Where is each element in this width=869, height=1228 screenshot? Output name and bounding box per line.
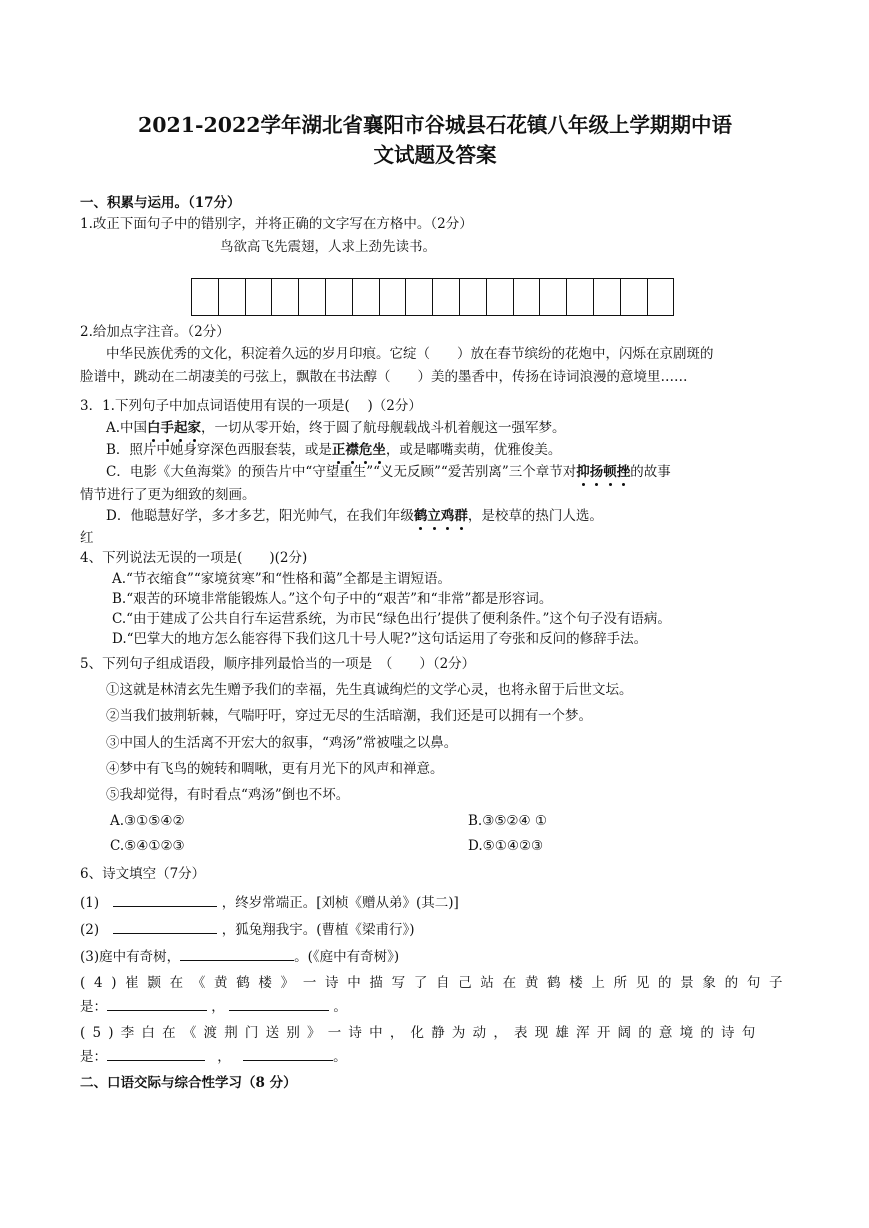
q3-option-a-post: ，一切从零开始，终于圆了航母舰载战斗机着舰这一强军梦。 xyxy=(201,420,566,436)
section-2-heading: 二、口语交际与综合性学习（8 分） xyxy=(80,1075,297,1091)
q6-item-5-blank-2[interactable] xyxy=(243,1046,333,1061)
q3-option-d xyxy=(106,506,603,526)
q3-option-b-pre: B．照片中她身穿深色西服套装，或是 xyxy=(106,442,332,458)
answer-grid-cell[interactable] xyxy=(567,279,594,315)
q6-item-3-blank[interactable] xyxy=(180,946,294,961)
q6-item-4-separator: ， xyxy=(211,999,225,1015)
q5-sentence-3: ③中国人的生活离不开宏大的叙事，“鸡汤”常被嗤之以鼻。 xyxy=(106,735,458,751)
q6-item-4-blank-2[interactable] xyxy=(229,996,329,1011)
answer-grid-cell[interactable] xyxy=(540,279,567,315)
q6-item-2-text: ，狐兔翔我宇。(曹植《梁甫行》) xyxy=(221,922,415,938)
answer-grid-cell[interactable] xyxy=(514,279,541,315)
q2-stem: 2.给加点字注音。（2分） xyxy=(80,324,230,340)
q6-item-3-pre: (3)庭中有奇树， xyxy=(80,949,181,965)
q3-option-c-pre: C．电影《大鱼海棠》的预告片中“守望重生”“义无反顾”“爱苦别离”三个章节对 xyxy=(106,464,577,480)
q6-item-3-post: 。(《庭中有奇树》) xyxy=(294,949,400,965)
q6-item-2 xyxy=(80,919,415,940)
q6-item-5-blank-1[interactable] xyxy=(107,1046,205,1061)
q2-paragraph-line-1: 中华民族优秀的文化，积淀着久远的岁月印痕。它绽（ ）放在春节缤纷的花炮中，闪烁在京剧斑的 xyxy=(106,346,714,362)
q6-item-5-line-2 xyxy=(80,1046,347,1067)
answer-grid-cell[interactable] xyxy=(326,279,353,315)
q4-option-b: B.“艰苦的环境非常能锻炼人。”这个句子中的“艰苦”和“非常”都是形容词。 xyxy=(112,591,553,607)
q6-item-5-separator: ， xyxy=(217,1049,231,1065)
title-line-1: 2021-2022学年湖北省襄阳市谷城县石花镇八年级上学期期中语 xyxy=(137,113,733,137)
answer-grid[interactable] xyxy=(191,278,674,316)
q6-item-5-prefix: 是： xyxy=(80,1049,107,1065)
q3-option-d-pre: D．他聪慧好学，多才多艺，阳光帅气，在我们年级 xyxy=(106,508,414,524)
answer-grid-cell[interactable] xyxy=(406,279,433,315)
q5-option-b: B.③⑤②④ ① xyxy=(468,813,548,829)
q5-sentence-1: ①这就是林清玄先生赠予我们的幸福，先生真诚绚烂的文学心灵，也将永留于后世文坛。 xyxy=(106,682,633,698)
q5-sentence-2: ②当我们披荆斩棘，气喘吁吁，穿过无尽的生活暗潮，我们还是可以拥有一个梦。 xyxy=(106,708,592,724)
q6-item-1 xyxy=(80,892,459,913)
q5-option-a: A.③①⑤④② xyxy=(110,813,185,829)
q6-item-4-blank-1[interactable] xyxy=(107,996,207,1011)
q4-option-a: A.“节衣缩食”“家境贫寒”和“性格和蔼”全都是主谓短语。 xyxy=(112,571,451,587)
q4-stem: 4、下列说法无误的一项是( )(2分) xyxy=(80,550,308,566)
q4-option-d: D.“巴掌大的地方怎么能容得下我们这几十号人呢?”这句话运用了夸张和反问的修辞手法。 xyxy=(112,631,648,647)
q3-option-b-emphasis: 正襟危坐 xyxy=(331,442,386,458)
q6-item-5-line-1: (5)李白在《渡荆门送别》一诗中，化静为动，表现雄浑开阔的意境的诗句 xyxy=(80,1025,763,1041)
q6-item-5-end: 。 xyxy=(333,1049,347,1065)
q4-option-c: C.“由于建成了公共自行车运营系统，为市民“绿色出行’提供了便利条件。”这个句子没有语病。 xyxy=(112,611,671,627)
answer-grid-cell[interactable] xyxy=(246,279,273,315)
answer-grid-cell[interactable] xyxy=(299,279,326,315)
q3-option-b-post: ，或是嘟嘴卖萌，优雅俊美。 xyxy=(385,442,562,458)
q3-stem: 3．1.下列句子中加点词语使用有误的一项是( )（2分） xyxy=(80,398,422,414)
q2-paragraph-line-2: 脸谱中，跳动在二胡凄美的弓弦上，飘散在书法醇（ ）美的墨香中，传扬在诗词浪漫的意境里…… xyxy=(80,369,688,385)
title-line-2: 文试题及答案 xyxy=(373,143,497,167)
answer-grid-cell[interactable] xyxy=(219,279,246,315)
answer-grid-cell[interactable] xyxy=(380,279,407,315)
answer-grid-cell[interactable] xyxy=(460,279,487,315)
q5-stem: 5、下列句子组成语段，顺序排列最恰当的一项是 （ ）（2分） xyxy=(80,656,476,672)
q6-item-4-end: 。 xyxy=(333,999,347,1015)
q3-option-a-pre: A.中国 xyxy=(106,420,148,436)
q5-option-d: D.⑤①④②③ xyxy=(468,838,544,854)
answer-grid-cell[interactable] xyxy=(621,279,648,315)
exam-title xyxy=(80,110,790,170)
q6-item-4-prefix: 是： xyxy=(80,999,107,1015)
q3-option-a xyxy=(106,418,566,438)
q6-item-1-number: (1) xyxy=(80,895,100,911)
q5-option-c: C.⑤④①②③ xyxy=(110,838,185,854)
q6-item-1-text: ，终岁常端正。[刘桢《赠从弟》(其二)] xyxy=(221,895,459,911)
answer-grid-cell[interactable] xyxy=(487,279,514,315)
q1-sentence: 鸟欲高飞先震翅，人求上劲先读书。 xyxy=(220,239,436,255)
stray-character: 红 xyxy=(80,530,94,546)
q6-item-1-blank[interactable] xyxy=(113,892,217,907)
answer-grid-cell[interactable] xyxy=(353,279,380,315)
q3-option-c xyxy=(106,462,671,482)
q1-stem: 1.改正下面句子中的错别字，并将正确的文字写在方格中。（2分） xyxy=(80,216,473,232)
q6-item-4-line-1: (4)崔颢在《黄鹤楼》一诗中描写了自己站在黄鹤楼上所见的景象的句子 xyxy=(80,975,792,991)
q6-stem: 6、诗文填空（7分） xyxy=(80,866,206,882)
answer-grid-cell[interactable] xyxy=(648,279,675,315)
section-1-heading: 一、积累与运用。（17分） xyxy=(80,195,241,211)
q3-option-c-emphasis: 抑扬顿挫 xyxy=(576,464,631,480)
answer-grid-cell[interactable] xyxy=(433,279,460,315)
q6-item-2-number: (2) xyxy=(80,922,100,938)
answer-grid-cell[interactable] xyxy=(192,279,219,315)
q6-item-2-blank[interactable] xyxy=(113,919,217,934)
q3-option-d-emphasis: 鹤立鸡群 xyxy=(413,508,468,524)
q6-item-4-line-2 xyxy=(80,996,347,1017)
q3-option-c-post: 的故事 xyxy=(630,464,671,480)
answer-grid-cell[interactable] xyxy=(594,279,621,315)
q5-sentence-4: ④梦中有飞鸟的婉转和啁啾，更有月光下的风声和禅意。 xyxy=(106,761,444,777)
q3-option-d-post: ，是校草的热门人选。 xyxy=(467,508,603,524)
q6-item-3 xyxy=(80,946,399,967)
q3-option-c-line-2: 情节进行了更为细致的刻画。 xyxy=(80,487,256,503)
q5-sentence-5: ⑤我却觉得，有时看点“鸡汤”倒也不坏。 xyxy=(106,787,350,803)
answer-grid-cell[interactable] xyxy=(272,279,299,315)
q3-option-a-emphasis: 白手起家 xyxy=(147,420,202,436)
q3-option-b xyxy=(106,440,561,460)
